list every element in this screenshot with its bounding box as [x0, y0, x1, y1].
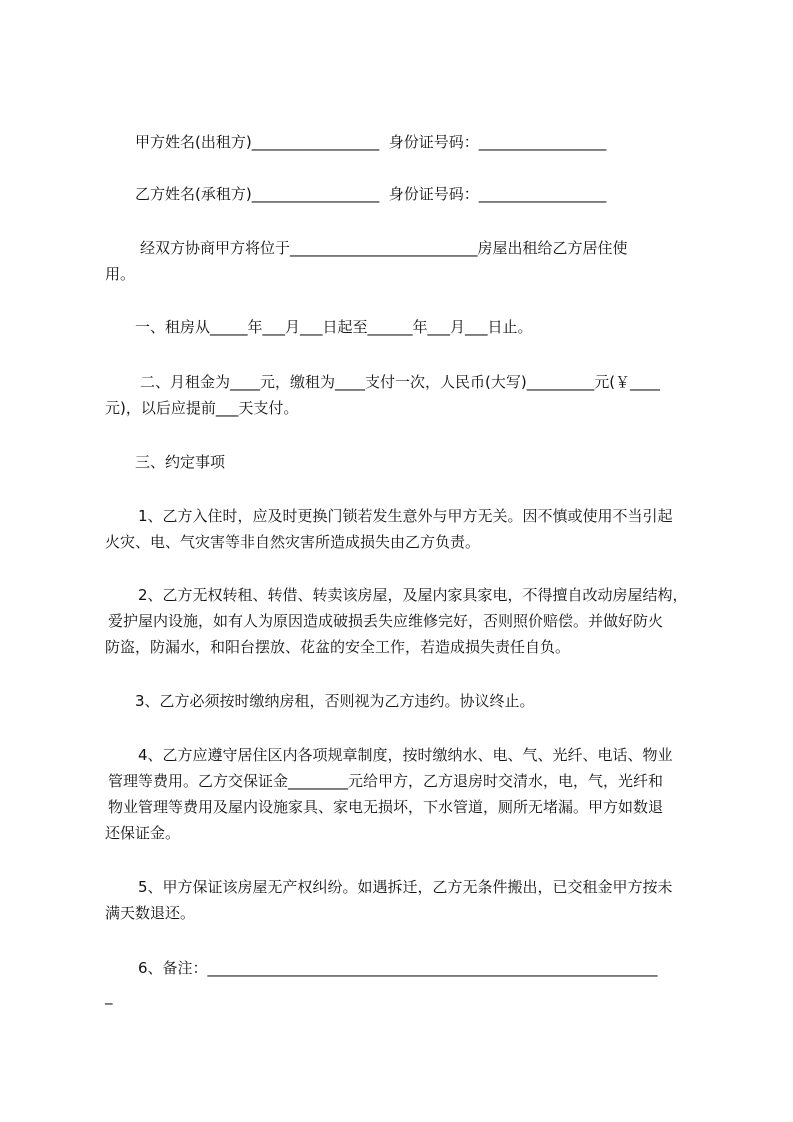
item-5-line-1: 5、甲方保证该房屋无产权纠纷。如遇拆迁，乙方无条件搬出，已交租金甲方按未: [138, 878, 673, 896]
party-a-line: 甲方姓名(出租方)_________________ 身份证号码：_________________: [135, 133, 607, 151]
party-b-line: 乙方姓名(承租方)_________________ 身份证号码：_________________: [135, 185, 607, 203]
clause-1-term: 一、租房从_____年___月___日起至______年___月___日止。: [135, 318, 533, 336]
item-2-line-1: 2、乙方无权转租、转借、转卖该房屋，及屋内家具家电，不得擅自改动房屋结构，: [138, 586, 688, 604]
property-line-2: 用。: [105, 265, 136, 283]
item-4-line-1: 4、乙方应遵守居住区内各项规章制度，按时缴纳水、电、气、光纤、电话、物业: [138, 746, 673, 764]
item-6-remarks-line-2: _: [105, 987, 113, 1005]
item-2-line-2: 爱护屋内设施，如有人为原因造成破损丢失应维修完好，否则照价赔偿。并做好防火: [108, 612, 664, 630]
clause-2-rent-line-1: 二、月租金为____元，缴租为____支付一次，人民币(大写)_________元(￥____: [140, 373, 661, 391]
item-6-remarks-line-1: 6、备注：____________________________________________________________: [138, 959, 658, 977]
item-1-line-2: 火灾、电、气灾害等非自然灾害所造成损失由乙方负责。: [105, 533, 481, 551]
item-4-line-2: 管理等费用。乙方交保证金________元给甲方，乙方退房时交清水，电，气，光纤和: [108, 772, 664, 790]
item-4-line-4: 还保证金。: [105, 824, 181, 842]
clause-3-heading: 三、约定事项: [135, 453, 226, 471]
item-3-line-1: 3、乙方必须按时缴纳房租，否则视为乙方违约。协议终止。: [135, 692, 535, 710]
item-1-line-1: 1、乙方入住时，应及时更换门锁若发生意外与甲方无关。因不慎或使用不当引起: [138, 507, 673, 525]
item-5-line-2: 满天数退还。: [105, 904, 196, 922]
item-4-line-3: 物业管理等费用及屋内设施家具、家电无损坏，下水管道，厕所无堵漏。甲方如数退: [108, 798, 664, 816]
item-2-line-3: 防盗，防漏水，和阳台摆放、花盆的安全工作，若造成损失责任自负。: [105, 638, 571, 656]
property-line-1: 经双方协商甲方将位于_________________________房屋出租给乙方居住使: [140, 239, 628, 257]
clause-2-rent-line-2: 元)，以后应提前___天支付。: [105, 399, 299, 417]
